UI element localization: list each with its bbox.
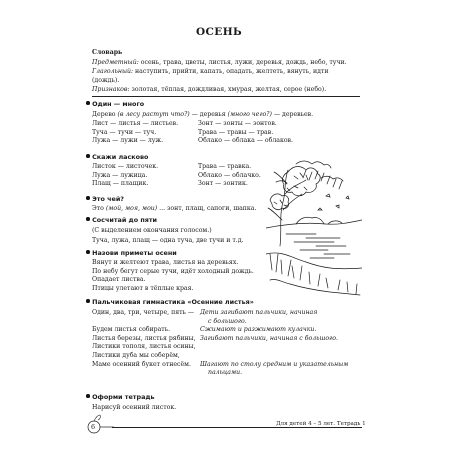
whose-heading: Это чей? [86, 195, 124, 203]
notebook-heading: Оформи тетрадь [86, 393, 155, 401]
list-item: Листок — листочек. [92, 163, 159, 170]
poem-line: Листики тополя, листья осины, [92, 343, 196, 351]
list-item: По небу бегут серые тучи, идёт холодный дождь. [92, 267, 254, 275]
gymnastics-heading: Пальчиковая гимнастика «Осенние листья» [86, 298, 254, 306]
bullet-icon [86, 196, 90, 200]
action-line: с большого. [208, 317, 247, 325]
gymnastics-actions [200, 309, 348, 378]
adj-text: золотая, тёплая, дождливая, хмурая, желтая, серое (небо). [129, 86, 327, 93]
bullet-icon [86, 154, 90, 158]
page-number: 6 [91, 423, 96, 431]
poem-line: Один, два, три, четыре, пять — [92, 309, 195, 316]
page-corner-decoration [84, 413, 114, 435]
poem-line: Будем листья собирать. [92, 326, 171, 334]
footer-rule [112, 427, 362, 428]
list-item: Зонт — зонтик. [198, 180, 248, 188]
list-item: Облако — облачко. [198, 171, 261, 179]
nouns-label: Предметный: [92, 59, 139, 66]
affectionate-left [92, 163, 158, 189]
action-line: Дети загибают пальчики, начиная [200, 309, 318, 316]
list-item: Плащ — плащик. [92, 180, 149, 188]
one-many-left [92, 120, 178, 146]
list-item: Трава — травка. [198, 163, 252, 170]
poem-line [92, 318, 196, 327]
affectionate-heading: Скажи ласково [86, 153, 148, 161]
list-item: Птицы улетают в тёплые края. [92, 284, 194, 292]
poem-line: Листья березы, листья рябины, [92, 334, 196, 342]
gymnastics-poem [92, 309, 196, 369]
bullet-icon [86, 217, 90, 221]
bullet-icon [86, 101, 90, 105]
verbs-text: наступить, прийти, капать, опадать, желтеть, вянуть, идти [133, 68, 329, 75]
action-line [200, 352, 348, 361]
bullet-icon [86, 394, 90, 398]
action-line [200, 343, 348, 352]
bullet-icon [86, 250, 90, 254]
list-item: Вянут и желтеют трава, листья на деревьях. [92, 259, 239, 266]
one-many-intro: Дерево (в лесу растут что?) — деревья (много чего?) — деревьев. [92, 111, 314, 118]
dictionary-heading: Словарь [92, 49, 123, 56]
count-heading: Сосчитай до пяти [86, 216, 157, 224]
count-example: Туча, лужа, плащ — одна туча, две тучи и т.д. [92, 237, 244, 244]
dictionary-nouns [92, 59, 347, 68]
dictionary-verbs-cont: (дождь). [92, 77, 120, 84]
action-line: Шагают по столу средним и указательным [200, 360, 349, 368]
dictionary-adjectives [92, 86, 326, 95]
list-item: Опадает листва. [92, 276, 146, 284]
bullet-icon [86, 299, 90, 303]
autumn-landscape-illustration [266, 150, 362, 298]
list-item: Зонт — зонты — зонтов. [198, 120, 277, 127]
list-item: Трава — травы — трав. [198, 128, 274, 136]
list-item: Облако — облака — облаков. [198, 137, 293, 145]
poem-line: Маме осенний букет отнесём. [92, 360, 191, 368]
signs-heading: Назови приметы осени [86, 249, 177, 257]
dictionary-verbs [92, 68, 328, 77]
action-line: пальцами. [208, 369, 243, 377]
signs-list [92, 259, 254, 293]
adj-label: Признаков: [92, 86, 130, 93]
list-item: Лист — листья — листьев. [92, 120, 179, 127]
page-title: ОСЕНЬ [196, 26, 243, 38]
footer-text: Для детей 4 – 5 лет. Тетрадь 1 [276, 421, 366, 427]
count-note: (С выделением окончания голосом.) [92, 227, 212, 234]
one-many-heading: Один — много [86, 100, 144, 108]
poem-line: Листики дуба мы соберём, [92, 351, 180, 359]
nouns-text: осень, трава, цветы, листья, лужи, деревья, дождь, небо, тучи. [138, 59, 347, 66]
notebook-task: Нарисуй осенний листок. [92, 404, 177, 411]
one-many-right [198, 120, 293, 146]
verbs-label: Глагольный: [92, 68, 134, 75]
list-item: Туча — тучи — туч. [92, 128, 157, 136]
dictionary-divider [92, 96, 360, 97]
list-item: Лужа — лужи — луж. [92, 137, 164, 145]
action-line: Загибают пальчики, начиная с большого. [200, 334, 338, 342]
whose-text: Это (мой, моя, мои) ... зонт, плащ, сапоги, шапка. [92, 205, 257, 212]
action-line: Сжимают и разжимают кулачки. [200, 326, 317, 334]
affectionate-right [198, 163, 261, 189]
list-item: Лужа — лужица. [92, 171, 148, 179]
